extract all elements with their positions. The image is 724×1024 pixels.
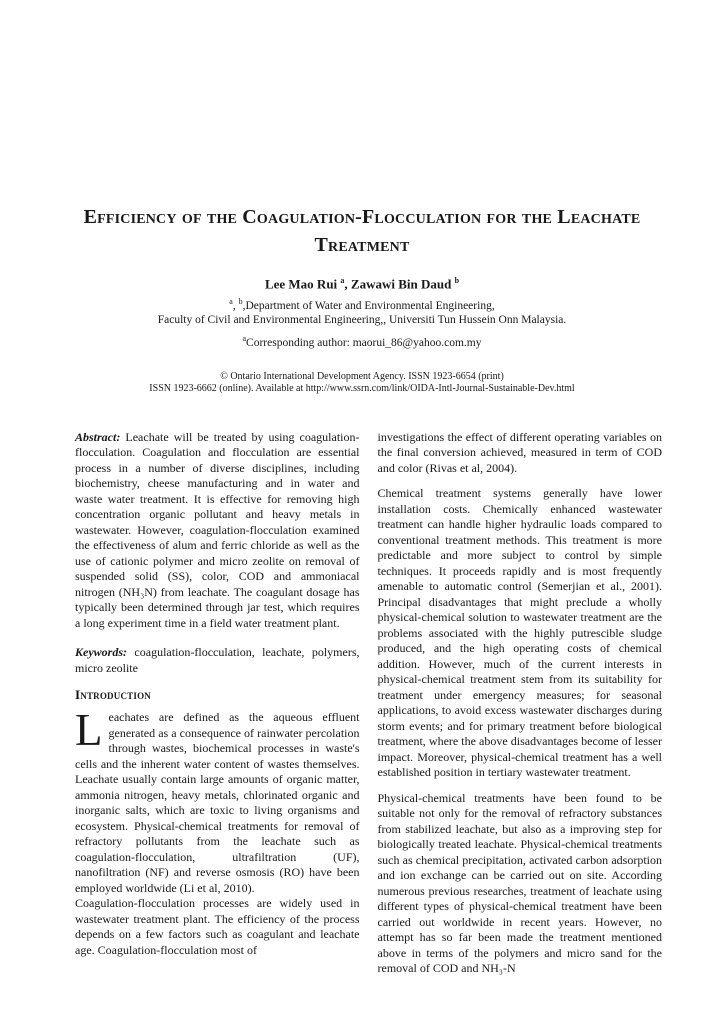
intro-paragraph-1: [75, 705, 360, 896]
affiliation-department: ,Department of Water and Environmental Engineering,: [242, 300, 495, 313]
two-column-body: [75, 430, 662, 977]
right-column-paragraph-1: investigations the effect of different operating variables on the final conversion achieved, measured in term of COD and color (Rivas et al, 2004).: [377, 429, 662, 475]
author-superscript-a: a: [340, 276, 345, 285]
right-column-paragraph-2: Chemical treatment systems generally have lower installation costs. Chemically enhanced wastewater treatment can handle higher hydraulic loads compared to conventional treatment methods. This treatment is more predictable and more subject to control by simple techniques. It proceeds rapidly and is most frequently amenable to automatic control (Semerjian et al., 2001). Principal disadvantages that might preclude a wholly physical-chemical solution to wastewater treatment are the problems associated with the highly putrescible sludge produced, and the high operating costs of chemical addition. However, much of the current interests in physical-chemical treatment stem from its suitability for treatment under emergency measures; for seasonal applications, to avoid excess wastewater discharges during storm events; and for primary treatment before biological treatment, where the above disadvantages become of lesser impact. Moreover, physical-chemical treatment has a well established position in tertiary wastewater treatment.: [377, 486, 662, 780]
drop-cap: L: [75, 705, 103, 756]
abstract-label: Abstract:: [75, 429, 121, 444]
right-column-paragraph-3: Physical-chemical treatments have been found to be suitable not only for the removal of refractory substances from stabilized leachate, but also as a improving step for biologically treated leachate. Physical-chemical treatments such as chemical precipitation, activated carbon adsorption and ion exchange can be carried out on site. According numerous previous researches, treatment of leachate using different types of physical-chemical treatment have been carried out worldwide in recent years. However, no attempt has so far been made the treatment mentioned above in terms of the polymers and micro sand for the removal of COD and NH₃-N: [377, 790, 662, 976]
keywords-label: Keywords:: [75, 645, 127, 660]
intro-paragraph-2: Coagulation-flocculation processes are widely used in wastewater treatment plant. The efficiency of the process depends on a few factors such as coagulant and leachate age. Coagulation-flocculation most of: [75, 896, 360, 957]
copyright-line-2: ISSN 1923-6662 (online). Available at http://www.ssrn.com/link/OIDA-Intl-Journal-Sustainable-Dev.html: [149, 383, 575, 395]
introduction-heading: Introduction: [75, 687, 151, 703]
copyright-line-1: © Ontario International Development Agency. ISSN 1923-6654 (print): [220, 370, 504, 382]
right-column: [378, 430, 663, 977]
affiliation-superscript-a: a: [229, 297, 233, 307]
left-column: [75, 430, 360, 977]
paper-header: [0, 0, 724, 396]
keywords-paragraph: [75, 645, 360, 676]
corresponding-superscript-a: a: [242, 334, 247, 344]
abstract-text: Leachate will be treated by using coagulation-flocculation. Coagulation and flocculation are essential process in a number of diverse disciplines, including biochemistry, cheese manufacturing and in water and waste water treatment. It is effective for removing high concentration organic pollutant and heavy metals in wastewater. However, coagulation-flocculation examined the effectiveness of alum and ferric chloride as well as the use of cationic polymer and micro zeolite on removal of suspended solid (SS), color, COD and ammoniacal nitrogen (NH₃N) from leachate. The coagulant dosage has typically been determined through jar test, which requires a long experiment time in a field water treatment plant.: [75, 429, 360, 630]
author-name-2: Zawawi Bin Daud: [350, 276, 455, 292]
author-superscript-b: b: [454, 276, 460, 285]
publisher-issn-block: [0, 371, 724, 396]
corresponding-author-line: [0, 332, 724, 350]
corresponding-author-text: Corresponding author: maorui_86@yahoo.com.my: [246, 336, 482, 349]
affiliation-superscript-b: b: [238, 297, 243, 307]
affiliation-separator: ,: [232, 300, 239, 313]
author-name-1: Lee Mao Rui: [264, 276, 341, 292]
affiliation-line-1: [0, 295, 724, 313]
author-separator: ,: [344, 276, 351, 292]
affiliation-line-2: Faculty of Civil and Environmental Engineering,, Universiti Tun Hussein Onn Malaysia.: [157, 314, 567, 327]
page-title: Efficiency of the Coagulation-Flocculation for the Leachate Treatment: [83, 206, 641, 256]
keywords-text: coagulation-flocculation, leachate, polymers, micro zeolite: [75, 645, 360, 675]
intro-paragraph-1-text: eachates are defined as the aqueous effluent generated as a consequence of rainwater percolation through wastes, biochemical processes in waste's cells and the inherent water content of wastes themselves. Leachate usually contain large amounts of organic matter, ammonia nitrogen, heavy metals, chlorinated organic and inorganic salts, which are toxic to living organisms and ecosystem. Physical-chemical treatments for removal of refractory pollutants from the leachate such as coagulation-flocculation, ultrafiltration (UF), nanofiltration (NF) and reverse osmosis (RO) have been employed worldwide (Li et al, 2010).: [75, 710, 360, 895]
authors-line: [0, 273, 724, 292]
abstract-paragraph: [75, 430, 360, 632]
